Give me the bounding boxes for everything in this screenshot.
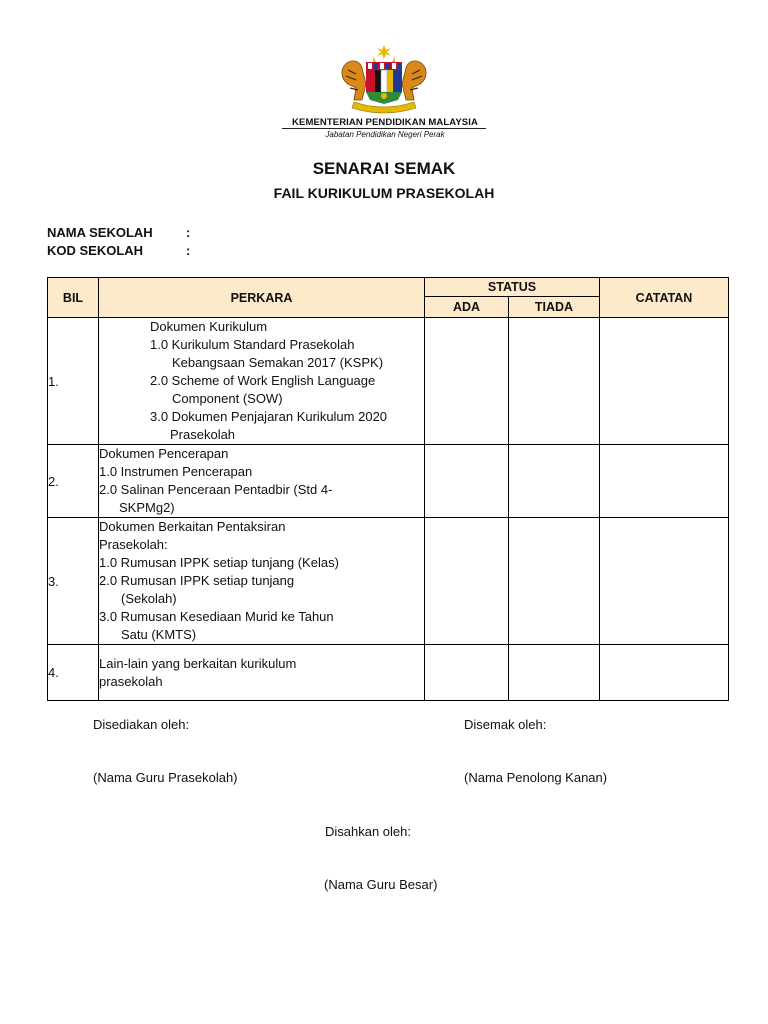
header-tiada: TIADA — [509, 297, 600, 318]
school-code-colon: : — [186, 243, 191, 258]
catatan-cell[interactable] — [600, 445, 729, 518]
item-line: Kebangsaan Semakan 2017 (KSPK) — [172, 355, 384, 370]
catatan-cell[interactable] — [600, 318, 729, 445]
prepared-by-label: Disediakan oleh: — [93, 717, 190, 732]
table-row — [48, 445, 729, 518]
table-row — [48, 518, 729, 645]
department-name: Jabatan Pendidikan Negeri Perak — [325, 130, 445, 139]
page-title: SENARAI SEMAK — [312, 159, 456, 178]
table-row — [48, 318, 729, 445]
tiada-cell[interactable] — [509, 318, 600, 445]
tiada-cell[interactable] — [509, 518, 600, 645]
header-status: STATUS — [425, 278, 600, 297]
item-line: 2.0 Scheme of Work English Language — [150, 373, 376, 388]
header-catatan: CATATAN — [600, 278, 729, 318]
approved-name: (Nama Guru Besar) — [324, 877, 438, 892]
checked-by-label: Disemak oleh: — [464, 717, 547, 732]
item-line: SKPMg2) — [119, 500, 175, 515]
coat-of-arms-logo — [336, 44, 432, 114]
header-ada: ADA — [425, 297, 509, 318]
item-line: Dokumen Kurikulum — [150, 319, 268, 334]
checklist-table — [47, 277, 729, 701]
item-line: Lain-lain yang berkaitan kurikulum — [99, 655, 297, 671]
item-line: Component (SOW) — [172, 391, 283, 406]
school-name-colon: : — [186, 225, 191, 240]
row-items — [99, 518, 425, 645]
prepared-name: (Nama Guru Prasekolah) — [93, 770, 238, 785]
item-line: 2.0 Salinan Penceraan Pentadbir (Std 4- — [99, 482, 333, 497]
item-line: 1.0 Kurikulum Standard Prasekolah — [150, 337, 355, 352]
header-bil: BIL — [48, 278, 99, 318]
ministry-name: KEMENTERIAN PENDIDIKAN MALAYSIA — [292, 117, 478, 128]
row-number: 3. — [48, 518, 99, 645]
page-subtitle: FAIL KURIKULUM PRASEKOLAH — [273, 185, 495, 201]
item-line: Satu (KMTS) — [121, 627, 197, 642]
tiada-cell[interactable] — [509, 645, 600, 701]
catatan-cell[interactable] — [600, 518, 729, 645]
ada-cell[interactable] — [425, 518, 509, 645]
checked-name: (Nama Penolong Kanan) — [464, 770, 608, 785]
row-number: 4. — [48, 645, 99, 701]
header-perkara: PERKARA — [99, 278, 425, 318]
row-number: 1. — [48, 318, 99, 445]
header-divider — [282, 128, 486, 129]
row-number: 2. — [48, 445, 99, 518]
row-items — [99, 645, 425, 701]
school-code-label: KOD SEKOLAH — [47, 243, 144, 258]
school-name-label: NAMA SEKOLAH — [47, 225, 153, 240]
ada-cell[interactable] — [425, 445, 509, 518]
catatan-cell[interactable] — [600, 645, 729, 701]
item-line: prasekolah — [99, 673, 163, 689]
item-line: Prasekolah: — [99, 537, 168, 552]
item-line: (Sekolah) — [121, 591, 177, 606]
item-line: 1.0 Rumusan IPPK setiap tunjang (Kelas) — [99, 555, 339, 570]
ada-cell[interactable] — [425, 318, 509, 445]
item-line: 3.0 Rumusan Kesediaan Murid ke Tahun — [99, 609, 334, 624]
row-items — [99, 445, 425, 518]
row-items — [99, 318, 425, 445]
tiada-cell[interactable] — [509, 445, 600, 518]
item-line: Dokumen Pencerapan — [99, 446, 229, 461]
item-line: Dokumen Berkaitan Pentaksiran — [99, 519, 286, 534]
table-row — [48, 645, 729, 701]
item-line: 3.0 Dokumen Penjajaran Kurikulum 2020 — [150, 409, 388, 424]
item-line: 1.0 Instrumen Pencerapan — [99, 464, 253, 479]
item-line: 2.0 Rumusan IPPK setiap tunjang — [99, 573, 295, 588]
approved-by-label: Disahkan oleh: — [325, 824, 411, 839]
item-line: Prasekolah — [170, 427, 236, 442]
ada-cell[interactable] — [425, 645, 509, 701]
